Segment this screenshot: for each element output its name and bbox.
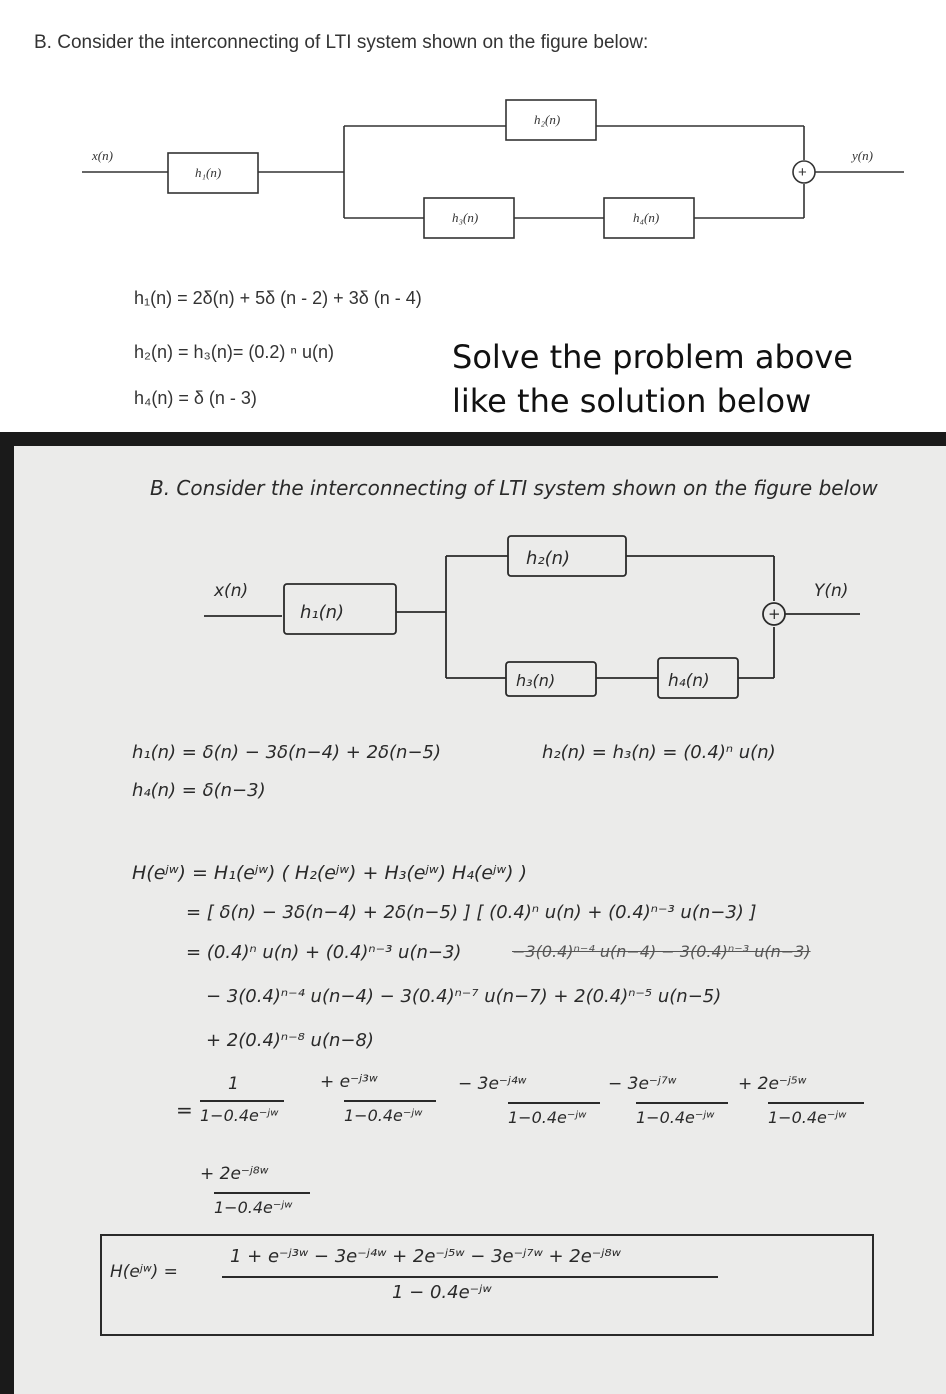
solution-output-label: Y(n) [814,581,849,601]
problem-output-label: y(n) [852,148,873,163]
problem-block-diagram [0,80,946,260]
solution-heading: B. Consider the interconnecting of LTI system shown on the figure below [150,476,878,500]
term1-numerator: 1 [228,1074,239,1094]
term6-denominator: 1−0.4e⁻ʲʷ [214,1198,293,1217]
solution-adder-symbol: + [768,605,781,623]
problem-h3-label: h₃(n) [452,210,479,225]
solution-line-5: + 2(0.4)ⁿ⁻⁸ u(n−8) [206,1030,374,1051]
solution-h1-label: h₁(n) [300,602,345,623]
problem-heading: B. Consider the interconnecting of LTI system shown on the figure below: [34,32,649,53]
solution-h3-label: h₃(n) [516,671,556,690]
term4-fraction-bar [636,1102,728,1104]
solution-h4-label: h₄(n) [668,671,710,691]
problem-eq-h2-h3: h₂(n) = h₃(n)= (0.2) ⁿ u(n) [134,342,334,362]
term5-numerator: + 2e⁻ʲ⁵ʷ [738,1074,807,1094]
term1-fraction-bar [200,1100,284,1102]
solution-block-diagram [14,446,946,716]
final-answer-lhs: H(eʲʷ) = [110,1262,178,1282]
problem-input-label: x(n) [92,148,113,163]
term6-fraction-bar [214,1192,310,1194]
problem-adder-symbol: + [798,164,807,181]
term2-numerator: + e⁻ʲ³ʷ [320,1072,378,1092]
final-answer-box [100,1234,874,1336]
term3-numerator: − 3e⁻ʲ⁴ʷ [458,1074,527,1094]
problem-section [0,0,946,432]
solution-line-3a: = (0.4)ⁿ u(n) + (0.4)ⁿ⁻³ u(n−3) [186,942,462,963]
problem-h4-label: h₄(n) [633,210,660,225]
term3-fraction-bar [508,1102,600,1104]
problem-h2-label: h₂(n) [534,112,561,127]
term5-denominator: 1−0.4e⁻ʲʷ [768,1108,847,1127]
problem-h1-label: h₁(n) [195,165,222,180]
solution-h1: h₁(n) = δ(n) − 3δ(n−4) + 2δ(n−5) [132,742,442,763]
term2-fraction-bar [344,1100,436,1102]
solution-line-2: = [ δ(n) − 3δ(n−4) + 2δ(n−5) ] [ (0.4)ⁿ u(n) + (0.4)ⁿ⁻³ u(n−3) ] [186,902,757,923]
term1-denominator: 1−0.4e⁻ʲʷ [200,1106,279,1125]
solution-photo [0,432,946,1394]
term4-denominator: 1−0.4e⁻ʲʷ [636,1108,715,1127]
final-answer-denominator: 1 − 0.4e⁻ʲʷ [392,1282,492,1303]
final-answer-numerator: 1 + e⁻ʲ³ʷ − 3e⁻ʲ⁴ʷ + 2e⁻ʲ⁵ʷ − 3e⁻ʲ⁷ʷ + 2e⁻ʲ⁸ʷ [230,1246,621,1267]
problem-eq-h4: h₄(n) = δ (n - 3) [134,388,257,408]
term6-numerator: + 2e⁻ʲ⁸ʷ [200,1164,269,1184]
solution-h2-label: h₂(n) [526,548,571,569]
final-answer-fraction-bar [222,1276,718,1278]
solution-paper [14,446,946,1394]
term2-denominator: 1−0.4e⁻ʲʷ [344,1106,423,1125]
solution-line-1: H(eʲʷ) = H₁(eʲʷ) ( H₂(eʲʷ) + H₃(eʲʷ) H₄(eʲʷ) ) [132,862,528,884]
solution-h2-h3: h₂(n) = h₃(n) = (0.4)ⁿ u(n) [542,742,776,763]
term4-numerator: − 3e⁻ʲ⁷ʷ [608,1074,677,1094]
solution-input-label: x(n) [214,581,249,601]
solution-line-3b-struck: −3(0.4)ⁿ⁻⁴ u(n−4) − 3(0.4)ⁿ⁻³ u(n−3) [512,942,811,961]
solution-h4: h₄(n) = δ(n−3) [132,780,266,801]
term5-fraction-bar [768,1102,864,1104]
callout-line-1: Solve the problem above [452,338,853,376]
solution-line-4: − 3(0.4)ⁿ⁻⁴ u(n−4) − 3(0.4)ⁿ⁻⁷ u(n−7) + 2(0.4)ⁿ⁻⁵ u(n−5) [206,986,722,1007]
problem-eq-h1: h₁(n) = 2δ(n) + 5δ (n - 2) + 3δ (n - 4) [134,288,422,308]
callout-line-2: like the solution below [452,382,812,420]
term3-denominator: 1−0.4e⁻ʲʷ [508,1108,587,1127]
solution-equals: = [176,1098,193,1122]
